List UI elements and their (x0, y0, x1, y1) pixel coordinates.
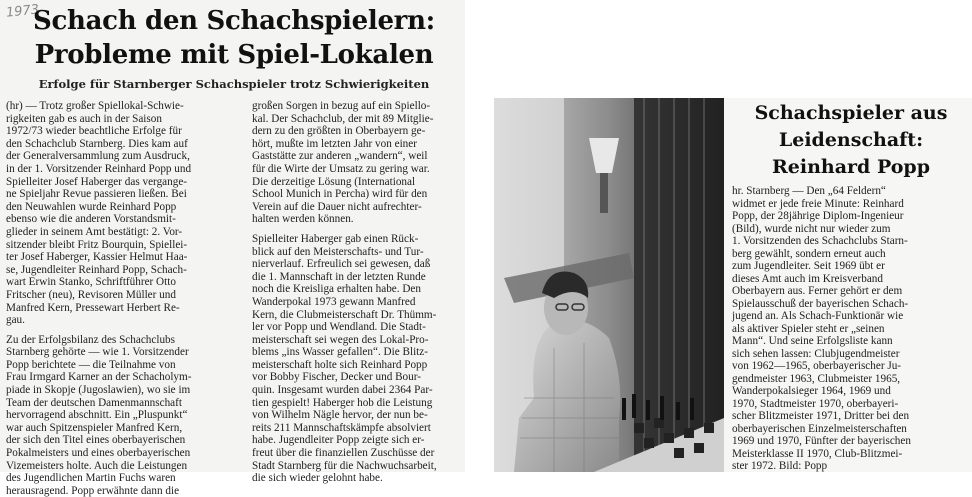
left-column-2-line: tien gespielt! Haberger hob die Leistung (252, 396, 433, 409)
left-column-2-line: dern zu den größten in Oberbayern ge- (252, 125, 426, 138)
left-column-1-line: 1972/73 wieder beachtliche Erfolge für (6, 125, 182, 138)
left-column-2-line: Stadt Starnberg für die Nachwuchsarbeit, (252, 459, 437, 472)
left-column-1-line: der Generalversammlung zum Ausdruck, (6, 150, 190, 163)
left-column-1-line: Team der deutschen Damenmannschaft (6, 396, 182, 409)
left-column-1-line: ne Spieljahr Revue passieren ließen. Bei (6, 188, 187, 201)
left-column-2-line: habe. Jugendleiter Popp zeigte sich er- (252, 434, 425, 447)
photo-illustration (494, 98, 724, 472)
right-headline-line1: Schachspieler aus (754, 102, 948, 124)
left-column-1-line: den Schachclub Starnberg. Dies kam auf (6, 137, 188, 150)
left-column-1-line: in der 1. Vorsitzender Reinhard Popp und (6, 162, 192, 175)
left-column-2-line: kal. Der Schachclub, der mit 89 Mitglie- (252, 112, 434, 125)
left-subheadline: Erfolge für Starnberger Schachspieler trotz Schwierigkeiten (38, 77, 430, 91)
left-column-2-line: die 1. Mannschaft in der letzten Runde (252, 270, 426, 283)
left-column-1-line: Manfred Kern, Pressewart Herbert Re- (6, 301, 180, 314)
right-article-line: Mann“. Und seine Erfolgsliste kann (732, 335, 893, 347)
left-column-1-line: piade in Skopje (Jugoslawien), wo sie im (6, 384, 191, 397)
left-column-2-line: für die Wirte der Umsatz zu gering war. (252, 162, 430, 175)
photo-reinhard-popp (494, 98, 724, 472)
right-article-line: oberbayerischen Einzelmeisterschaften (732, 422, 907, 435)
right-article-line: 1969 und 1970, Fünfter der bayerischen (732, 435, 911, 447)
left-column-1-line: Spielleiter Josef Haberger das vergange- (6, 175, 188, 188)
right-article-line: von 1962—1965, oberbayerischer Ju- (732, 360, 902, 372)
right-article-line: Oberbayern aus. Ferner gehört er dem (732, 285, 903, 297)
right-article-line: 1. Vorsitzenden des Schachclubs Starn- (732, 235, 908, 247)
left-column-2-line: halten werden können. (252, 213, 354, 226)
left-column-1-line: hervorragend abschnitt. Ein „Pluspunkt“ (6, 409, 188, 422)
left-column-2-line: Spielleiter Haberger gab einen Rück- (252, 232, 419, 245)
left-column-1-line: Vizemeisters holte. Auch die Leistungen (6, 459, 188, 472)
left-column-2-line: meisterschaft holte sich Reinhard Popp (252, 358, 428, 371)
left-column-2-line: vor Bobby Fischer, Decker und Bour- (252, 371, 421, 384)
left-column-1-line: Starnberg gehörte — wie 1. Vorsitzender (6, 346, 189, 359)
right-article-line: Meisterklasse II 1970, Club-Blitzmei- (732, 447, 903, 460)
left-column-2-line: reits 211 Mannschaftskämpfe absolviert (252, 421, 431, 434)
left-column-2-line: noch die Kreisliga erhalten habe. Den (252, 283, 421, 296)
right-article-line: ster 1972. Bild: Popp (732, 460, 828, 472)
left-column-1-line: des Jugendlichen Martin Fuchs waren (6, 472, 176, 485)
left-article-column-1 (6, 100, 234, 497)
left-column-1-line: herausragend. Popp erwähnte dann die (6, 484, 180, 497)
left-column-2-line: blems „ins Wasser gefallen“. Die Blitz- (252, 346, 428, 359)
left-column-1-line: sitzender bleibt Fritz Bourquin, Spiellei- (6, 238, 188, 251)
left-column-2-line: hört, mußte im letzten Jahr von einer (252, 137, 417, 150)
right-article-line: (Bild), wurde nicht nur wieder zum (732, 222, 891, 235)
left-column-2-line: die sich wieder gelohnt habe. (252, 472, 383, 485)
right-article-line: Spielausschuß der bayerischen Schach- (732, 297, 909, 310)
left-column-1-line: ebenso wie die anderen Vorstandsmit- (6, 213, 176, 226)
left-column-2-line: großen Sorgen in bezug auf ein Spiello- (252, 100, 431, 112)
left-column-1-line: gau. (6, 314, 25, 327)
left-column-1-line: Fritscher (neu), Revisoren Müller und (6, 288, 176, 301)
left-column-2-line: Gaststätte zur anderen „wandern“, weil (252, 150, 428, 163)
left-column-2-line: freut über die finanziellen Zuschüsse der (252, 447, 435, 460)
left-column-1-line: war auch Spitzenspieler Manfred Kern, (6, 421, 183, 434)
left-newspaper-clipping (0, 0, 465, 497)
left-column-1-line: wart Erwin Stanko, Schriftführer Otto (6, 276, 176, 289)
right-article-line: sich sehen lassen: Clubjugendmeister (732, 347, 900, 360)
left-column-2-line: von Wilhelm Nägle hervor, der nun be- (252, 409, 428, 422)
left-column-2-line: Kern, die Clubmeisterschaft Dr. Thümm- (252, 308, 437, 321)
left-column-2-line: Die derzeitige Lösung (International (252, 175, 416, 188)
left-column-1-line: Frau Irmgard Karner an der Schacholym- (6, 371, 192, 384)
left-column-2-line: nierverlauf. Erfreulich sei gewesen, daß (252, 258, 431, 271)
left-column-2-line: School Munich in Percha) wird für den (252, 188, 428, 201)
right-headline-line3: Reinhard Popp (772, 156, 930, 178)
left-column-1-line: Zu der Erfolgsbilanz des Schachclubs (6, 333, 176, 346)
left-column-1-line: ter Josef Haberger, Kassier Helmut Haa- (6, 251, 188, 264)
left-column-1-line: rigkeiten gab es auch in der Saison (6, 112, 162, 125)
right-article-line: Wanderpokalsieger 1964, 1969 und (732, 385, 891, 397)
right-article-line: als aktiver Spieler steht er „seinen (732, 322, 885, 335)
right-article-line: 1970, Stadtmeister 1970, oberbayeri- (732, 397, 899, 410)
left-headline-line2: Probleme mit Spiel-Lokalen (34, 40, 434, 70)
left-column-1-line: den Neuwahlen wurde Reinhard Popp (6, 200, 177, 213)
left-column-1-line: (hr) — Trotz großer Spiellokal-Schwie- (6, 100, 184, 112)
left-column-1-line: Pokalmeisters und eines oberbayerischen (6, 447, 191, 460)
right-article-line: widmet er jede freie Minute: Reinhard (732, 197, 904, 210)
right-article-line: scher Blitzmeister 1971, Dritter bei den (732, 410, 910, 422)
left-column-2-line: ler vor Popp und Wendland. Die Stadt- (252, 321, 426, 334)
right-article-line: jugend an. Als Schach-Funktionär wie (732, 310, 904, 322)
left-column-1-line: glieder in seinem Amt bestätigt: 2. Vor- (6, 225, 183, 238)
left-column-2-line: quin. Insgesamt wurden dabei 2364 Par- (252, 384, 433, 397)
right-article-line: hr. Starnberg — Den „64 Feldern“ (732, 185, 886, 197)
left-article-column-2 (252, 100, 464, 485)
right-article-line: dieses Amt auch im Kreisverband (732, 272, 883, 285)
left-column-2-line: blick auf den Meisterschafts- und Tur- (252, 245, 424, 258)
left-headline-line1: Schach den Schachspielern: (33, 6, 435, 36)
right-article-line: Popp, der 28jährige Diplom-Ingenieur (732, 210, 904, 222)
left-column-2-line: Wanderpokal 1973 gewann Manfred (252, 295, 416, 308)
left-column-2-line: meisterschaft sei wegen des Lokal-Pro- (252, 333, 429, 346)
right-headline-line2: Leidenschaft: (778, 129, 924, 151)
left-column-1-line: se, Jugendleiter Reinhard Popp, Schach- (6, 263, 187, 276)
right-article-line: gendmeister 1963, Clubmeister 1965, (732, 372, 901, 385)
left-column-2-line: Verein auf die Dauer nicht aufrechter- (252, 200, 422, 213)
right-article-body (732, 185, 968, 473)
right-article-line: berg gewählt, sondern erneut auch (732, 247, 886, 260)
left-column-1-line: der sich den Titel eines oberbayerischen (6, 434, 186, 447)
handwritten-year: 1973 (5, 2, 40, 21)
right-article-line: zum Jugendleiter. Seit 1969 übt er (732, 260, 885, 272)
left-column-1-line: Popp berichtete — die Teilnahme von (6, 358, 176, 371)
